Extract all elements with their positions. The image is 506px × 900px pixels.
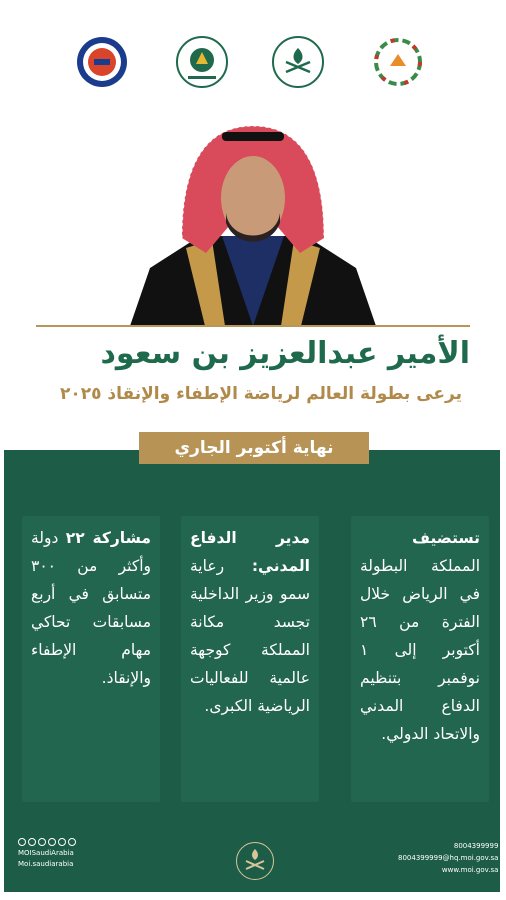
column-heading: تستضيف — [412, 529, 480, 547]
headline-subtitle: يرعى بطولة العالم لرياضة الإطفاء والإنقاذ ٢٠٢٥ — [59, 384, 462, 404]
column-heading: مشاركة ٢٢ — [65, 529, 151, 547]
phone-icon — [502, 842, 506, 850]
globe-icon — [502, 866, 506, 874]
facebook-icon[interactable] — [28, 838, 36, 846]
telegram-icon[interactable] — [68, 838, 76, 846]
column-body: المملكة البطولة في الرياض خلال الفترة من ٢٦ أكتوبر إلى ١ نوفمبر بتنظيم الدفاع المدني والاتحاد الدولي. — [360, 557, 480, 743]
ministry-of-interior-emblem-icon — [272, 36, 324, 88]
info-column-hosting — [351, 516, 489, 802]
saudi-emblem-icon — [236, 842, 274, 880]
instagram-icon[interactable] — [38, 838, 46, 846]
info-column-participation — [22, 516, 160, 802]
championship-logo-icon — [372, 36, 424, 88]
website-link[interactable]: www.moi.gov.sa — [441, 866, 499, 874]
footer-social — [18, 838, 76, 870]
phone-number[interactable]: 8004399999 — [453, 842, 499, 850]
prince-portrait — [130, 118, 376, 326]
column-heading: مدير الدفاع المدني: — [190, 529, 310, 575]
date-badge: نهاية أكتوبر الجاري — [139, 432, 369, 464]
snapchat-icon[interactable] — [48, 838, 56, 846]
divider — [36, 325, 470, 327]
info-column-director — [181, 516, 319, 802]
logos-row — [0, 36, 506, 96]
footer-contact — [398, 840, 506, 876]
column-body: رعاية سمو وزير الداخلية تجسد مكانة المملكة كوجهة عالمية للفعاليات الرياضية الكبرى. — [190, 557, 310, 715]
youtube-icon[interactable] — [58, 838, 66, 846]
site-handle: Moi.saudiarabia — [18, 860, 74, 868]
civil-defence-emblem-icon — [76, 36, 128, 88]
column-body: دولة وأكثر من ٣٠٠ متسابق في أربع مسابقات تحاكي مهام الإطفاء والإنقاذ. — [31, 529, 151, 687]
social-handle: MOISaudiArabia — [18, 849, 74, 857]
headline-name: الأمير عبدالعزيز بن سعود — [100, 336, 470, 371]
email-address[interactable]: 8004399999@hq.moi.gov.sa — [398, 854, 499, 862]
x-icon[interactable] — [18, 838, 26, 846]
social-icons — [18, 838, 76, 846]
email-icon — [502, 854, 506, 862]
directorate-emblem-icon — [176, 36, 228, 88]
